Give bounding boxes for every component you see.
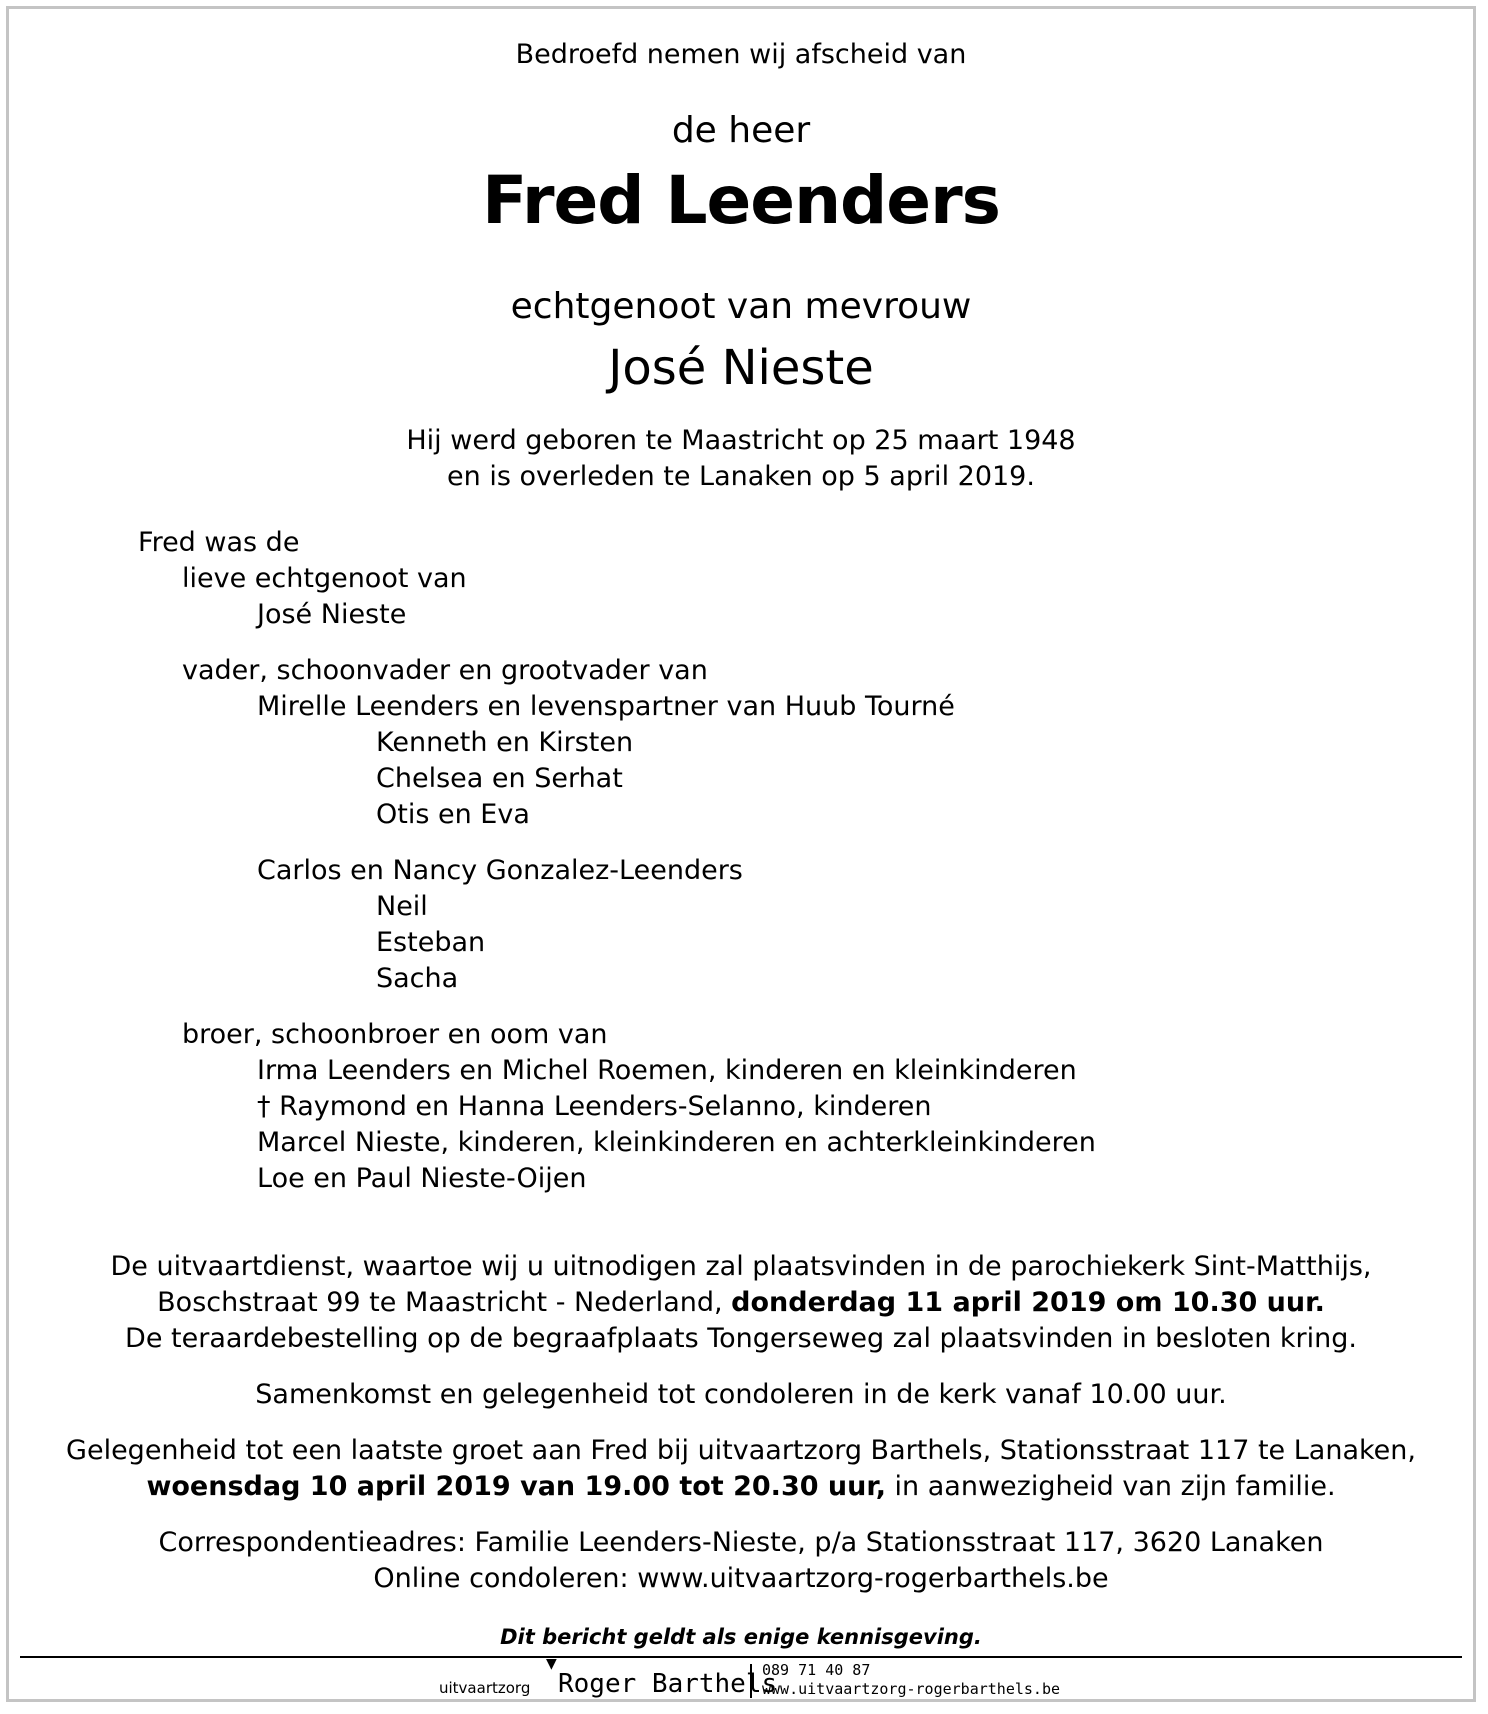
logo-brand: Roger Barthels bbox=[558, 1669, 778, 1699]
grandchild-entry: Kenneth en Kirsten bbox=[376, 727, 634, 758]
sibling-entry: Marcel Nieste, kinderen, kleinkinderen en achterkleinkinderen bbox=[257, 1127, 1096, 1158]
spouse-entry: José Nieste bbox=[257, 599, 407, 630]
death-notice bbox=[6, 6, 1476, 1702]
spouse-role: lieve echtgenoot van bbox=[182, 563, 467, 594]
birth-line: Hij werd geboren te Maastricht op 25 maart 1948 bbox=[406, 425, 1076, 456]
service-datetime: donderdag 11 april 2019 om 10.30 uur. bbox=[731, 1287, 1325, 1318]
service-location: Boschstraat 99 te Maastricht - Nederland, bbox=[157, 1287, 732, 1318]
spouse-intro: echtgenoot van mevrouw bbox=[510, 286, 972, 327]
child-entry: Mirelle Leenders en levenspartner van Huub Tourné bbox=[257, 691, 955, 722]
grandchild-entry: Sacha bbox=[376, 963, 459, 994]
service-line-2 bbox=[9, 1285, 1473, 1321]
farewell-line-1: Gelegenheid tot een laatste groet aan Fred bij uitvaartzorg Barthels, Stationsstraat 117 te Lanaken, bbox=[66, 1435, 1416, 1466]
service-line-1: De uitvaartdienst, waartoe wij u uitnodigen zal plaatsvinden in de parochiekerk Sint-Matthijs, bbox=[110, 1251, 1372, 1282]
correspondence-line: Correspondentieadres: Familie Leenders-Nieste, p/a Stationsstraat 117, 3620 Lanaken bbox=[158, 1527, 1324, 1558]
footer-divider bbox=[20, 1656, 1462, 1658]
logo-separator bbox=[750, 1664, 752, 1698]
intro-text: Bedroefd nemen wij afscheid van bbox=[515, 39, 967, 70]
father-role: vader, schoonvader en grootvader van bbox=[182, 655, 708, 686]
brother-role: broer, schoonbroer en oom van bbox=[182, 1019, 608, 1050]
grandchild-entry: Chelsea en Serhat bbox=[376, 763, 623, 794]
honorific: de heer bbox=[671, 110, 811, 151]
sibling-entry: Irma Leenders en Michel Roemen, kinderen en kleinkinderen bbox=[257, 1055, 1077, 1086]
farewell-datetime: woensdag 10 april 2019 van 19.00 tot 20.30 uur, bbox=[146, 1471, 886, 1502]
family-intro: Fred was de bbox=[138, 527, 300, 558]
triangle-icon: ▼ bbox=[546, 1656, 557, 1672]
grandchild-entry: Esteban bbox=[376, 927, 486, 958]
sibling-entry: † Raymond en Hanna Leenders-Selanno, kinderen bbox=[257, 1091, 932, 1122]
service-line-3: De teraardebestelling op de begraafplaats Tongerseweg zal plaatsvinden in besloten kring. bbox=[125, 1323, 1357, 1354]
grandchild-entry: Neil bbox=[376, 891, 428, 922]
death-line: en is overleden te Lanaken op 5 april 2019. bbox=[447, 461, 1035, 492]
child-entry: Carlos en Nancy Gonzalez-Leenders bbox=[257, 855, 743, 886]
farewell-note: in aanwezigheid van zijn familie. bbox=[885, 1471, 1336, 1502]
farewell-line-2 bbox=[9, 1469, 1473, 1505]
deceased-name: Fred Leenders bbox=[482, 162, 1000, 239]
logo-prefix: uitvaartzorg bbox=[439, 1679, 531, 1697]
sibling-entry: Loe en Paul Nieste-Oijen bbox=[257, 1163, 587, 1194]
funeral-home-logo bbox=[9, 1656, 1473, 1703]
spouse-name: José Nieste bbox=[608, 340, 874, 396]
logo-phone: 089 71 40 87 bbox=[762, 1661, 871, 1679]
gathering-line: Samenkomst en gelegenheid tot condoleren in de kerk vanaf 10.00 uur. bbox=[255, 1379, 1227, 1410]
notice-line: Dit bericht geldt als enige kennisgeving. bbox=[500, 1625, 982, 1649]
logo-website: www.uitvaartzorg-rogerbarthels.be bbox=[762, 1680, 1061, 1698]
grandchild-entry: Otis en Eva bbox=[376, 799, 530, 830]
online-condolence-line: Online condoleren: www.uitvaartzorg-rogerbarthels.be bbox=[373, 1563, 1109, 1594]
